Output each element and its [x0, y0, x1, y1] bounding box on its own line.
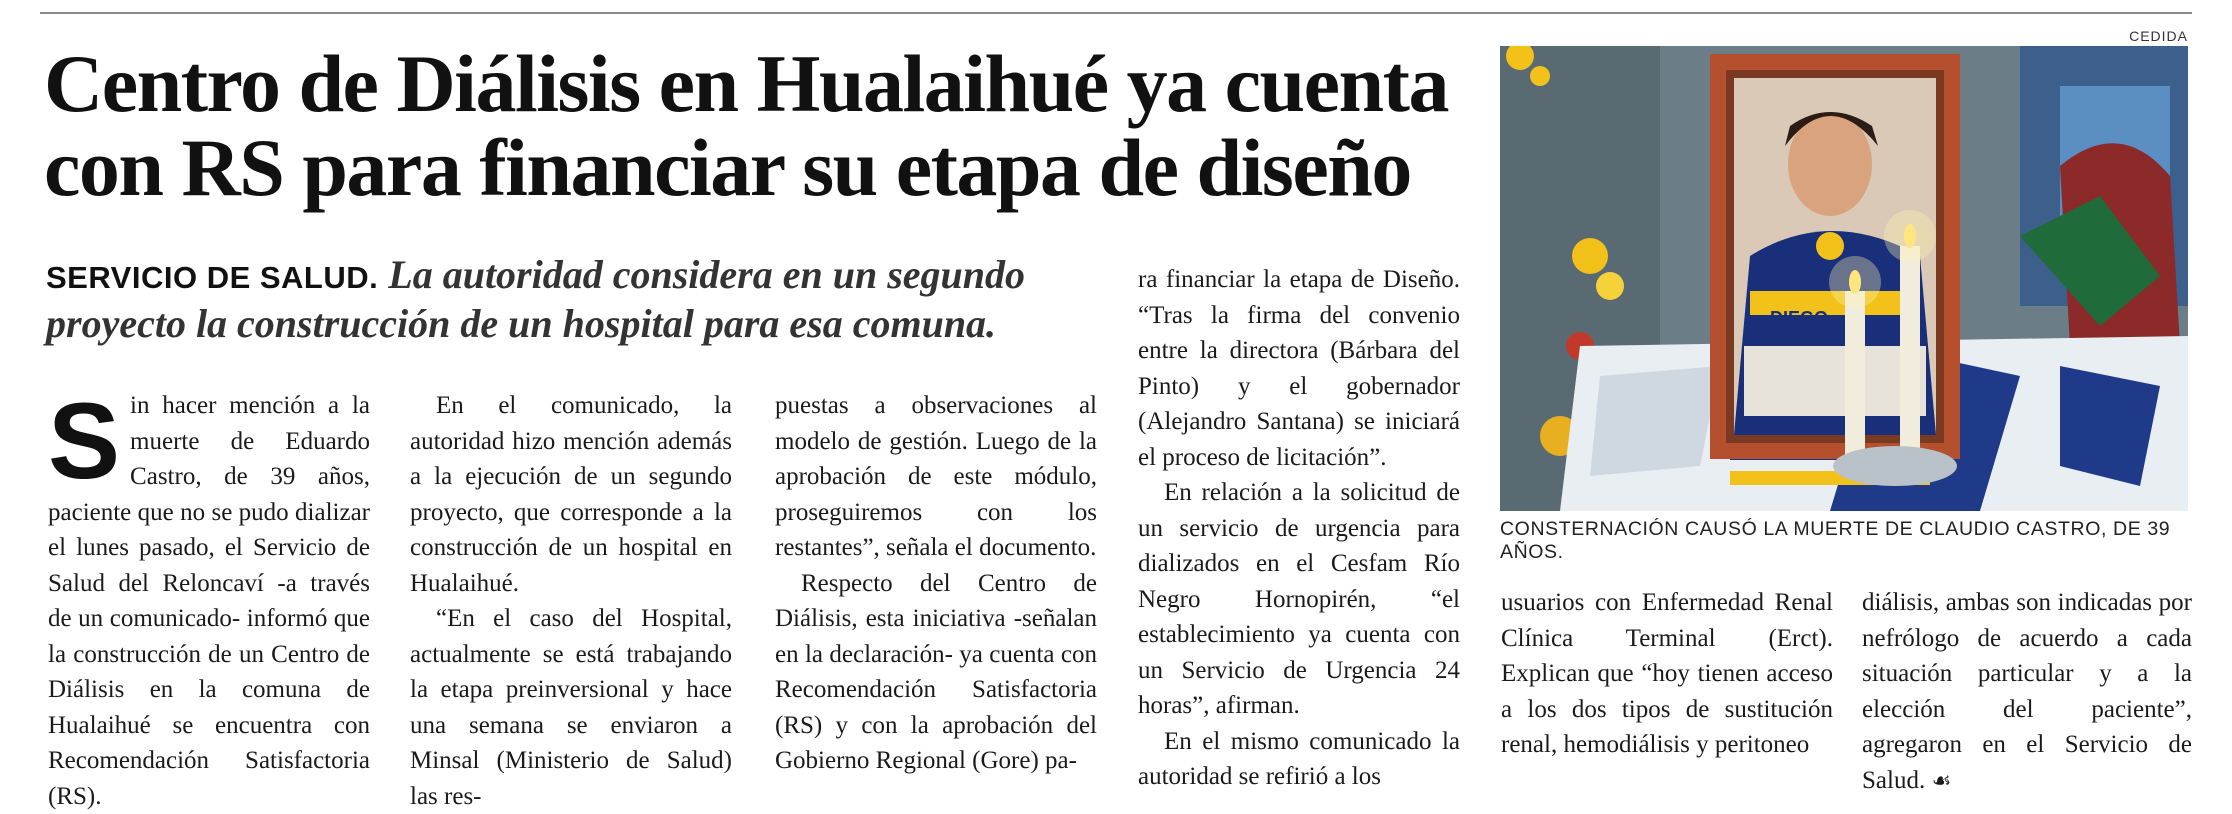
memorial-photo-illustration	[1500, 46, 2188, 511]
dek: La autoridad considera en un segundo proyecto la construcción de un hospital para esa comuna.	[46, 252, 1026, 346]
paragraph: En el comunicado, la autoridad hizo mención además a la ejecución de un segundo proyecto, que corresponde a la construcción de un hospital en Hualaihué.	[410, 392, 732, 597]
photo-credit: CEDIDA	[2129, 28, 2188, 44]
body-column-3	[775, 388, 1097, 779]
top-rule	[40, 12, 2192, 14]
paragraph: ra financiar la etapa de Diseño. “Tras la firma del convenio entre la directora (Bárbara del Pinto) y el gobernador (Alejandro Santana) se iniciará el proceso de licitación”.	[1138, 266, 1460, 471]
photo-caption: CONSTERNACIÓN CAUSÓ LA MUERTE DE CLAUDIO CASTRO, DE 39 AÑOS.	[1500, 518, 2171, 563]
end-of-article-icon: ☙	[1931, 768, 1952, 794]
paragraph: in hacer mención a la muerte de Eduardo Castro, de 39 años, paciente que no se pudo dializar el lunes pasado, el Servicio de Salud del Reloncaví -a través de un comunicado- informó que la construcción de un Centro de Diálisis en la comuna de Hualaihué se encuentra con Recomendación Satisfactoria (RS).	[48, 392, 370, 810]
drop-cap: S	[48, 380, 121, 501]
paragraph: “En el caso del Hospital, actualmente se está trabajando la etapa preinversional y hace una semana se enviaron a Minsal (Ministerio de Salud) las res-	[410, 605, 732, 810]
headline-line-2: con RS para financiar su etapa de diseño	[44, 122, 1411, 213]
paragraph: Respecto del Centro de Diálisis, esta iniciativa -señalan en la declaración- ya cuenta con Recomendación Satisfactoria (RS) y con la aprobación del Gobierno Regional (Gore) pa-	[775, 569, 1097, 774]
paragraph: puestas a observaciones al modelo de gestión. Luego de la aprobación de este módulo, proseguiremos con los restantes”, señala el documento.	[775, 392, 1097, 561]
body-column-5	[1501, 585, 1833, 763]
paragraph-text: diálisis, ambas son indicadas por nefrólogo de acuerdo a cada situación particular y a la elección del paciente”, agregaron en el Servicio de Salud.	[1862, 589, 2192, 794]
paragraph	[1862, 585, 2192, 799]
paragraph: En relación a la solicitud de un servicio de urgencia para dializados en el Cesfam Río Negro Hornopirén, “el establecimiento ya cuenta con un Servicio de Urgencia 24 horas”, afirman.	[1138, 479, 1460, 719]
headline-line-1: Centro de Diálisis en Hualaihué ya cuenta	[44, 38, 1448, 129]
news-photo	[1500, 46, 2188, 511]
kicker: SERVICIO DE SALUD.	[46, 260, 379, 295]
body-column-6	[1862, 585, 2192, 799]
headline	[44, 38, 1464, 213]
paragraph: En el mismo comunicado la autoridad se refirió a los	[1138, 727, 1460, 790]
body-column-1	[48, 380, 370, 814]
frame-text: DIEGO	[1770, 308, 1829, 328]
body-column-2	[410, 388, 732, 814]
paragraph: usuarios con Enfermedad Renal Clínica Terminal (Erct). Explican que “hoy tienen acceso a los dos tipos de sustitución renal, hemodiálisis y peritoneo	[1501, 589, 1833, 758]
subhead	[46, 252, 1096, 347]
body-column-4	[1138, 262, 1460, 795]
